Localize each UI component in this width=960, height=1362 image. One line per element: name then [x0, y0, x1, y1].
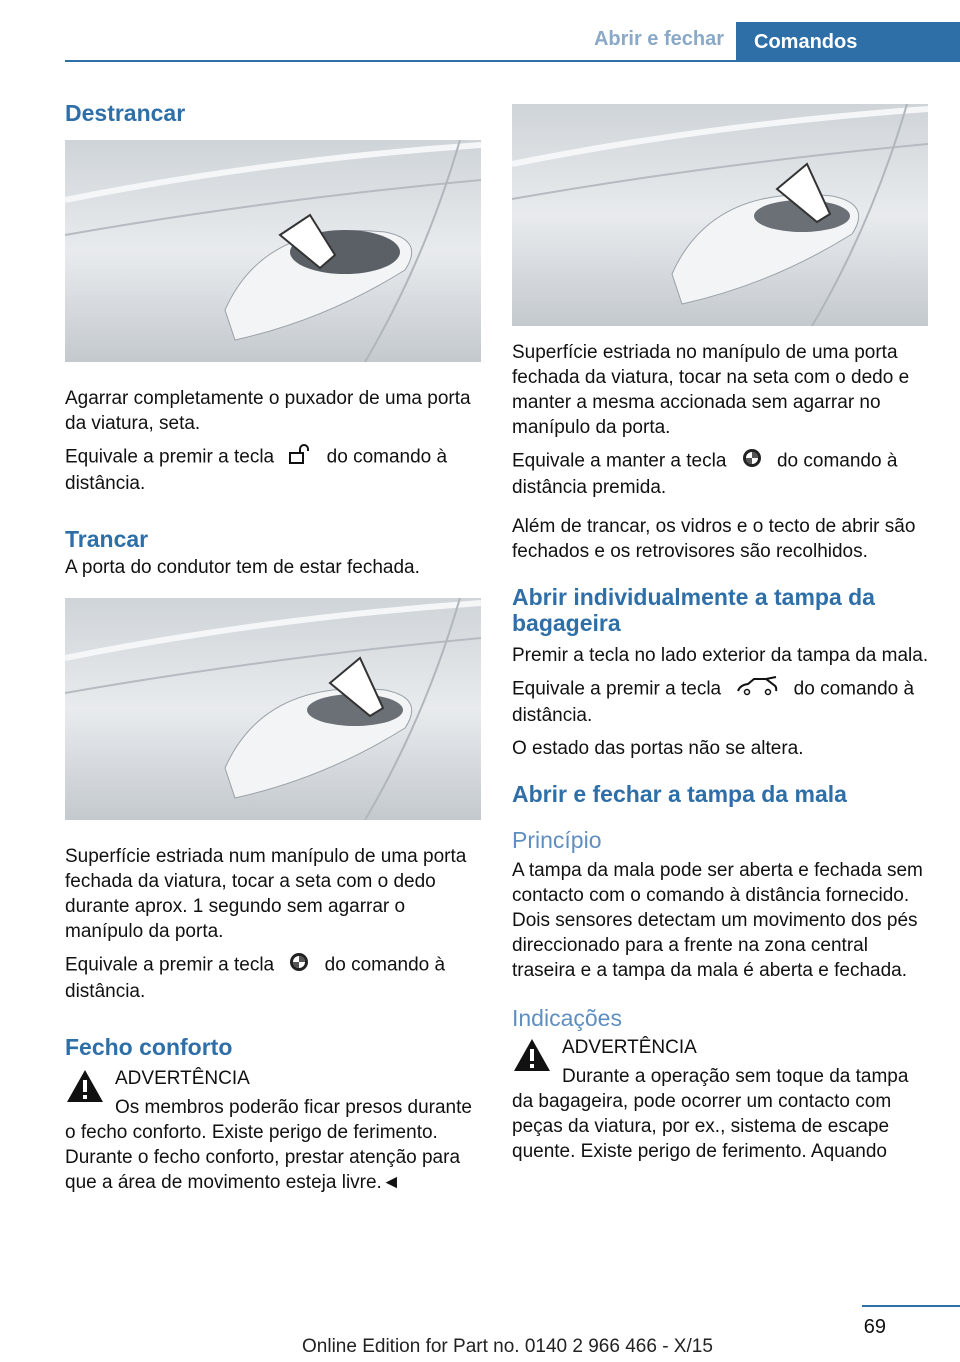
- tab-comandos[interactable]: Comandos: [736, 22, 960, 62]
- bmw-logo-icon: [289, 952, 309, 979]
- unlock-icon: [289, 444, 311, 471]
- trancar-text-3a: Equivale a premir a tecla: [65, 954, 275, 976]
- bagageira-text-3: O estado das portas não se altera.: [512, 737, 804, 759]
- warning-label: ADVERTÊNCIA: [115, 1068, 250, 1090]
- hold-text-2b: do comando à distância premida.: [512, 450, 898, 498]
- heading-trancar: Trancar: [65, 526, 149, 553]
- warning-mala: [512, 1035, 930, 1060]
- warning-text-mala: Durante a operação sem toque da tampa da bagageira, pode ocorrer um contacto com peças da viatura, por ex., sistema de escape quente. Existe perigo de ferimento. Aquando: [512, 1066, 909, 1163]
- heading-fecho-conforto: Fecho conforto: [65, 1033, 233, 1060]
- warning-icon: [512, 1037, 552, 1073]
- heading-bagageira: Abrir individualmente a tampa da bagageira: [512, 584, 875, 637]
- bagageira-text-1: Premir a tecla no lado exterior da tampa da mala.: [512, 644, 929, 666]
- footer-rule: [862, 1305, 960, 1307]
- warning-icon: [65, 1068, 105, 1104]
- warning-label: ADVERTÊNCIA: [562, 1037, 697, 1059]
- principio-text: A tampa da mala pode ser aberta e fechada sem contacto com o comando à distância fornecido. Dois sensores detectam um movimento dos pés direccionado para a frente na zona central traseira e a tampa da mala é aberta e fechada.: [512, 859, 923, 981]
- tab-abrir-e-fechar[interactable]: Abrir e fechar: [593, 28, 725, 50]
- hold-text-1: Superfície estriada no manípulo de uma porta fechada da viatura, tocar na seta com o dedo e manter a mesma accionada sem agarrar no manípulo da porta.: [512, 342, 910, 438]
- trancar-text-3: [65, 952, 483, 1004]
- warning-fecho-conforto: [65, 1066, 483, 1091]
- heading-destrancar: Destrancar: [65, 100, 186, 126]
- door-handle-image-hold: [512, 104, 928, 326]
- hold-text-3: Além de trancar, os vidros e o tecto de abrir são fechados e os retrovisores são recolhidos.: [512, 516, 916, 562]
- destrancar-text-2a: Equivale a premir a tecla: [65, 446, 275, 468]
- warning-text: Os membros poderão ficar presos durante o fecho conforto. Existe perigo de ferimento. Durante o fecho conforto, prestar atenção para que a área de movimento esteja livre.◄: [65, 1097, 472, 1194]
- trancar-text-1: A porta do condutor tem de estar fechada.: [65, 556, 420, 578]
- left-column: [65, 100, 483, 1203]
- bagageira-text-2: [512, 676, 930, 728]
- bagageira-text-2b: do comando à distância.: [512, 678, 915, 726]
- door-handle-image-unlock: [65, 140, 481, 362]
- destrancar-text-2: [65, 444, 483, 496]
- bagageira-text-2a: Equivale a premir a tecla: [512, 678, 722, 700]
- bmw-logo-icon: [742, 448, 762, 475]
- trancar-text-2: Superfície estriada num manípulo de uma porta fechada da viatura, tocar a seta com o dedo durante aprox. 1 segundo sem agarrar o manípulo da porta.: [65, 845, 467, 942]
- destrancar-text-2b: do comando à distância.: [65, 446, 448, 495]
- destrancar-text-1: Agarrar completamente o puxador de uma porta da viatura, seta.: [65, 388, 471, 435]
- page-header: [65, 0, 960, 62]
- hold-text-2: [512, 448, 930, 500]
- heading-principio: Princípio: [512, 827, 602, 854]
- edition-note: Online Edition for Part no. 0140 2 966 466 - X/15: [302, 1336, 713, 1357]
- right-column: [512, 104, 930, 1172]
- hold-text-2a: Equivale a manter a tecla: [512, 450, 727, 472]
- door-handle-image-lock: [65, 598, 481, 820]
- heading-mala: Abrir e fechar a tampa da mala: [512, 780, 847, 807]
- header-rule: [65, 60, 960, 62]
- page-number: 69: [863, 1316, 886, 1338]
- car-trunk-icon: [736, 676, 778, 703]
- trancar-text-3b: do comando à distância.: [65, 954, 446, 1002]
- heading-indicacoes: Indicações: [512, 1004, 622, 1031]
